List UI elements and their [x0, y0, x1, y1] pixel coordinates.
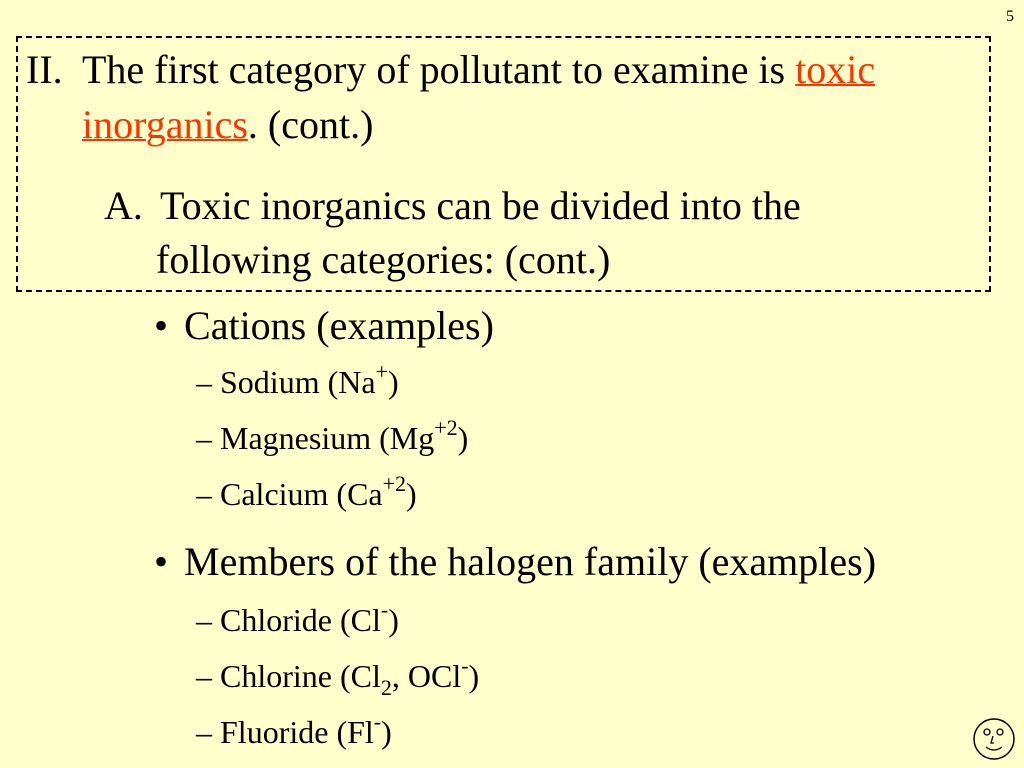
sub-heading-line-2: following categories: (cont.) — [156, 237, 611, 282]
heading-cont: . (cont.) — [247, 102, 374, 147]
bullet-glyph: • — [154, 303, 169, 348]
heading-text-line-1 — [82, 47, 876, 92]
list-item-chlorine — [196, 653, 480, 700]
item-superscript: - — [373, 709, 382, 734]
sub-heading-marker: A. — [104, 183, 143, 228]
page-number: 5 — [1006, 8, 1014, 25]
heading-marker: II. — [26, 47, 63, 92]
item-dash: – — [196, 364, 212, 400]
item-suffix: ) — [381, 714, 392, 750]
smiley-face-icon — [972, 717, 1016, 761]
item-text: Magnesium (Mg — [220, 420, 435, 456]
list-item-magnesium — [196, 415, 469, 456]
item-text: Chloride (Cl — [220, 602, 381, 638]
heading-highlight-inorganics: inorganics — [82, 102, 248, 147]
item-dash: – — [196, 420, 212, 456]
item-text: Calcium (Ca — [220, 476, 383, 512]
heading-highlight-toxic: toxic — [795, 47, 876, 92]
bullet-cations — [154, 303, 494, 348]
heading-text-line-2 — [82, 102, 374, 147]
bullet-halogen-family — [154, 539, 877, 584]
list-item-fluoride — [196, 709, 392, 750]
item-dash: – — [196, 476, 212, 512]
item-dash: – — [196, 658, 212, 694]
sub-heading-line-1: Toxic inorganics can be divided into the — [160, 183, 801, 228]
item-suffix: ) — [406, 476, 417, 512]
item-middle: , OCl — [391, 658, 462, 694]
bullet-label: Members of the halogen family (examples) — [184, 539, 877, 584]
bullet-glyph: • — [154, 539, 169, 584]
heading-line-1 — [26, 47, 63, 92]
item-dash: – — [196, 602, 212, 638]
item-suffix: ) — [457, 420, 469, 456]
list-item-sodium — [196, 359, 399, 400]
list-item-calcium — [196, 471, 417, 512]
item-superscript: +2 — [382, 471, 407, 496]
item-superscript: - — [461, 653, 469, 678]
item-superscript: + — [375, 359, 388, 384]
item-suffix: ) — [468, 658, 480, 694]
item-text: Sodium (Na — [220, 364, 376, 400]
item-superscript: +2 — [434, 415, 458, 440]
bullet-label: Cations (examples) — [184, 303, 494, 348]
item-text: Chlorine (Cl — [220, 658, 381, 694]
list-item-chloride — [196, 597, 399, 638]
item-subscript: 2 — [380, 675, 392, 700]
item-suffix: ) — [388, 602, 399, 638]
item-text: Fluoride (Fl — [220, 714, 374, 750]
heading-text: The first category of pollutant to examine is — [82, 47, 786, 92]
item-superscript: - — [380, 597, 389, 622]
item-dash: – — [196, 714, 212, 750]
item-suffix: ) — [387, 364, 399, 400]
